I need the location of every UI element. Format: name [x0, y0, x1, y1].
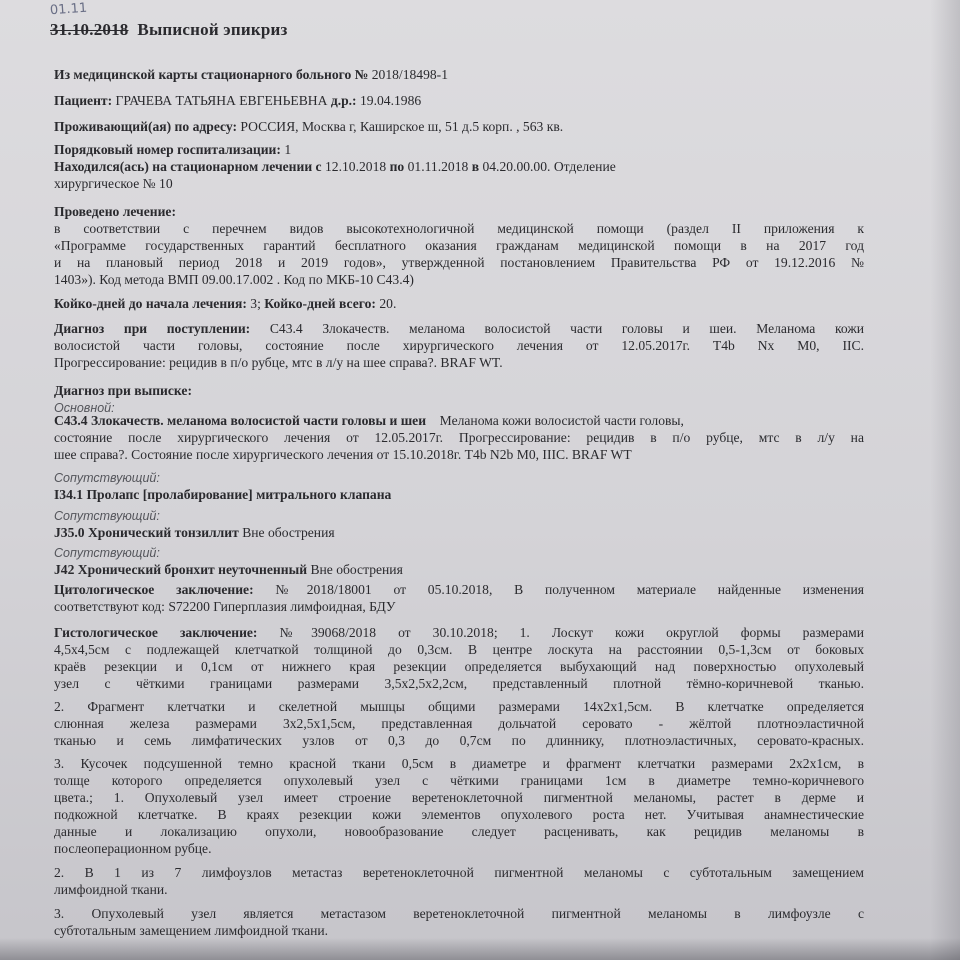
histology-line: узел с чёткими границами размерами 3,5х2,5х2,2см, представленный плотной тёмно-коричневой тканью.: [54, 676, 864, 691]
treatment-text-line: 1403»). Код метода ВМП 09.00.17.002 . Код по МКБ-10 С43.4): [54, 272, 414, 287]
hosp-num-label: Порядковый номер госпитализации:: [54, 142, 281, 157]
address-value: РОССИЯ, Москва г, Каширское ш, 51 д.5 корп. , 563 кв.: [240, 119, 564, 134]
bed-days-before-label: Койко-дней до начала лечения:: [54, 296, 247, 311]
cytology-label: Цитологическое заключение:: [54, 582, 254, 597]
page-edge-shadow: [930, 0, 960, 960]
stay-dept: 04.20.00.00. Отделение: [482, 159, 616, 174]
histology-line: данные и локализацию опухоли, новообразование следует расценивать, как рецидив меланомы в: [54, 824, 864, 839]
histology-line: 3. Кусочек подсушенной темно красной ткани 0,5см в диаметре и фрагмент клетчатки размерами 2х2х1см, в: [54, 756, 864, 771]
treatment-text-line: «Программе государственных гарантий бесплатного оказания гражданам медицинской помощи в на 2017 год: [54, 238, 864, 253]
admission-diagnosis-line: волосистой части головы, состояние после хирургического лечения от 12.05.2017г. T4b Nx M0, IIC.: [54, 338, 864, 353]
main-diagnosis-line: [54, 412, 864, 429]
card-number-line: [54, 66, 864, 83]
title-text: Выписной эпикриз: [137, 20, 288, 39]
treatment-text-line: в соответствии с перечнем видов высокотехнологичной медицинской помощи (раздел II приложения к: [54, 221, 864, 236]
stay-period-line: [54, 158, 864, 175]
histology-line: лимфоидной ткани.: [54, 882, 168, 897]
stay-to: 01.11.2018: [407, 159, 469, 174]
discharge-diagnosis-heading: Диагноз при выписке:: [54, 383, 192, 398]
bed-days-total-label: Койко-дней всего:: [264, 296, 376, 311]
companion-diagnosis-label: Сопутствующий:: [54, 546, 160, 560]
companion-diagnosis-code: I34.1 Пролапс [пролабирование] митрального клапана: [54, 487, 392, 502]
histology-line: 2. В 1 из 7 лимфоузлов метастаз веретеноклеточной пигментной меланомы с субтотальным замещением: [54, 865, 864, 880]
companion-diagnosis-code: J35.0 Хронический тонзиллит: [54, 525, 239, 540]
stay-to-label: по: [389, 159, 405, 174]
stay-from: 12.10.2018: [325, 159, 387, 174]
histology-line: послеоперационном рубце.: [54, 841, 212, 856]
handwritten-note: 01.11: [49, 0, 88, 19]
address-label: Проживающий(ая) по адресу:: [54, 119, 238, 134]
bed-days-line: [54, 295, 864, 312]
companion-diagnosis-line: [54, 561, 864, 578]
histology-line: подкожной клетчатке. В краях резекции кожи элементов опухолевого роста нет. Учитывая анамнестические: [54, 807, 864, 822]
title-date: 31.10.2018: [50, 20, 129, 39]
main-diagnosis-line: состояние после хирургического лечения от 12.05.2017г. Прогрессирование: рецидив в п/о рубце, мтс в л/у на: [54, 430, 864, 445]
histology-line: цвета.; 1. Опухолевый узел имеет строение веретеноклеточной пигментной меланомы, растет в дерме и: [54, 790, 864, 805]
main-diagnosis-code: С43.4 Злокачеств. меланома волосистой части головы и шеи: [54, 413, 427, 428]
address-line: [54, 118, 864, 135]
histology-line: 3. Опухолевый узел является метастазом веретеноклеточной пигментной меланомы в лимфоузле с: [54, 906, 864, 921]
histology-line: краёв резекции и 0,1см от нижнего края резекции определяется выбухающий над поверхностью опухолевый: [54, 659, 864, 674]
cytology-line: [54, 581, 864, 598]
card-number: 2018/18498-1: [371, 67, 449, 82]
cytology-line: соответствуют код: S72200 Гиперплазия лимфоидная, БДУ: [54, 599, 396, 614]
treatment-text-line: и на плановый период 2018 и 2019 годов», утвержденной постановлением Правительства РФ от 19.12.2016 №: [54, 255, 864, 270]
dob-value: 19.04.1986: [359, 93, 422, 108]
hosp-num-value: 1: [284, 142, 292, 157]
companion-diagnosis-label: Сопутствующий:: [54, 509, 160, 523]
companion-diagnosis-note: Вне обострения: [310, 562, 403, 577]
patient-label: Пациент:: [54, 93, 113, 108]
admission-diagnosis-line: Прогрессирование: рецидив в п/о рубце, мтс в л/у на шее справа?. BRAF WT.: [54, 355, 503, 370]
cytology-text: №2018/18001 от 05.10.2018, В полученном материале найденные изменения: [275, 582, 864, 597]
document-title: [50, 20, 288, 40]
histology-line: слюнная железа размерами 3х2,5х1,5см, представленная дольчатой серовато - жёлтой плотноэластичной: [54, 716, 864, 731]
companion-diagnosis-label: Сопутствующий:: [54, 471, 160, 485]
stay-in-label: в: [471, 159, 480, 174]
histology-line: толще которого определяется опухолевый узел с чёткими границами 1см в диаметре темно-коричневого: [54, 773, 864, 788]
card-label: Из медицинской карты стационарного больного №: [54, 67, 369, 82]
histology-line: 2. Фрагмент клетчатки и скелетной мышцы общими размерами 14х2х1,5см. В клетчатке определяется: [54, 699, 864, 714]
admission-diagnosis-text: С43.4 Злокачеств. меланома волосистой части головы и шеи. Меланома кожи: [269, 321, 864, 336]
main-diagnosis-text: Меланома кожи волосистой части головы,: [439, 413, 684, 428]
companion-diagnosis-code: J42 Хронический бронхит неуточненный: [54, 562, 308, 577]
stay-label: Находился(ась) на стационарном лечении с: [54, 159, 322, 174]
hospitalization-number-line: [54, 141, 864, 158]
bed-days-before-value: 3;: [250, 296, 261, 311]
admission-diagnosis-line: [54, 320, 864, 337]
stay-department-line: хирургическое № 10: [54, 176, 173, 191]
histology-text: №39068/2018 от 30.10.2018; 1. Лоскут кожи округлой формы размерами: [279, 625, 864, 640]
companion-diagnosis-note: Вне обострения: [242, 525, 335, 540]
companion-diagnosis-line: [54, 524, 864, 541]
patient-line: [54, 92, 864, 109]
patient-name: ГРАЧЕВА ТАТЬЯНА ЕВГЕНЬЕВНА: [115, 93, 328, 108]
page-bottom-shadow: [0, 938, 960, 960]
bed-days-total-value: 20.: [379, 296, 397, 311]
admission-diagnosis-label: Диагноз при поступлении:: [54, 321, 251, 336]
histology-line: [54, 624, 864, 641]
main-diagnosis-line: шее справа?. Состояние после хирургического лечения от 15.10.2018г. T4b N2b M0, IIIC. BRAF WT: [54, 447, 632, 462]
dob-label: д.р.:: [330, 93, 357, 108]
histology-label: Гистологическое заключение:: [54, 625, 258, 640]
histology-line: 4,5х4,5см с подлежащей клетчаткой толщиной до 0,3см. В центре лоскута на расстоянии 0,5-1,3см от боковых: [54, 642, 864, 657]
histology-line: субтотальным замещением лимфоидной ткани.: [54, 923, 329, 938]
treatment-heading: Проведено лечение:: [54, 204, 176, 219]
main-diagnosis-label: Основной:: [54, 401, 115, 415]
histology-line: тканью и семь лимфатических узлов от 0,3 до 0,7см по длиннику, плотноэластичных, серовато-красных.: [54, 733, 864, 748]
